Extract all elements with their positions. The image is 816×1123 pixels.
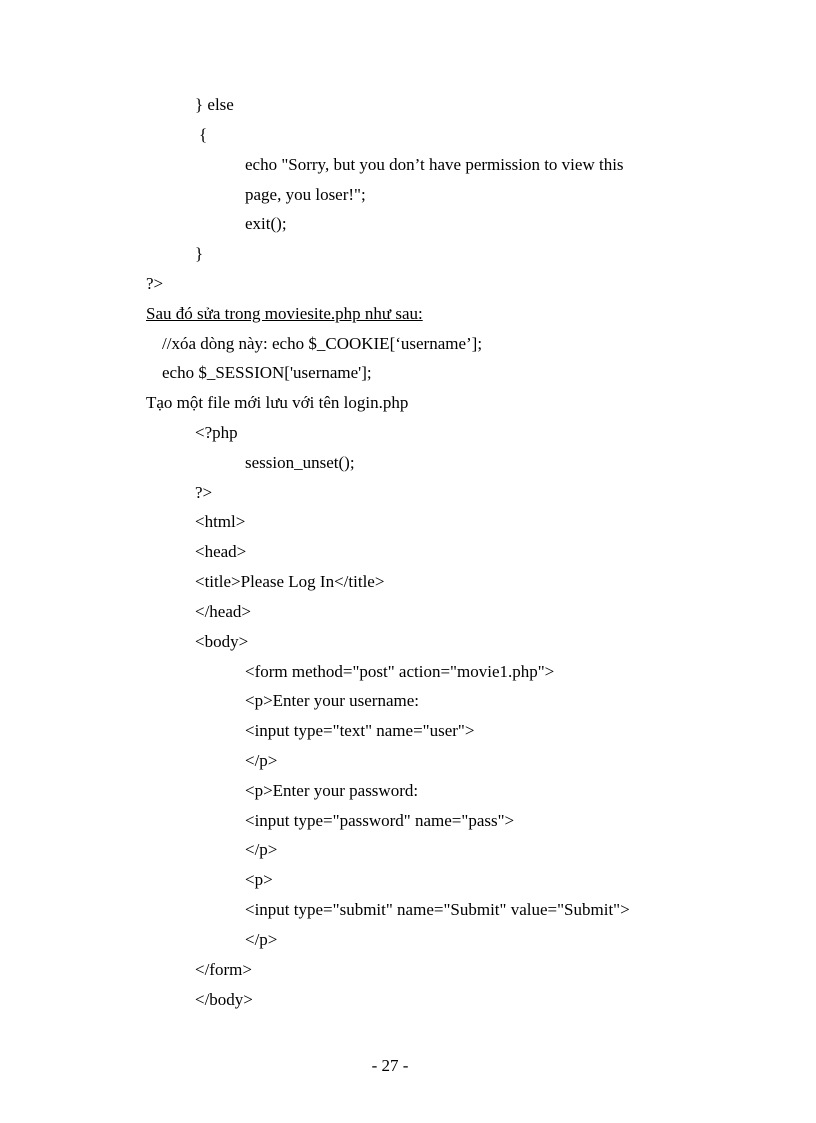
code-line: exit(); — [245, 214, 287, 233]
code-line: <input type="text" name="user"> — [245, 721, 475, 740]
code-line: <head> — [195, 542, 247, 561]
page-number: - 27 - — [371, 1056, 409, 1075]
code-line: } — [195, 244, 204, 263]
code-line: <title>Please Log In</title> — [195, 572, 385, 591]
code-line: <input type="password" name="pass"> — [245, 811, 515, 830]
code-line: <input type="submit" name="Submit" value="Submit"> — [245, 900, 630, 919]
code-line: </body> — [195, 990, 253, 1009]
code-line: </form> — [195, 960, 252, 979]
code-line: <body> — [195, 632, 249, 651]
code-line: echo "Sorry, but you don’t have permission to view this — [245, 155, 624, 174]
code-line: echo $_SESSION['username']; — [162, 363, 372, 382]
code-line: page, you loser!"; — [245, 185, 366, 204]
code-line: <form method="post" action="movie1.php"> — [245, 662, 555, 681]
code-line: } else — [195, 95, 234, 114]
code-line: <p> — [245, 870, 273, 889]
code-line: </head> — [195, 602, 251, 621]
code-line: <p>Enter your password: — [245, 781, 419, 800]
code-line: </p> — [245, 751, 278, 770]
instruction-text: Tạo một file mới lưu với tên login.php — [146, 393, 409, 412]
code-line: ?> — [146, 274, 164, 293]
code-line: <p>Enter your username: — [245, 691, 420, 710]
code-line: </p> — [245, 930, 278, 949]
section-heading: Sau đó sửa trong moviesite.php như sau: — [146, 304, 423, 323]
code-line: <html> — [195, 512, 246, 531]
code-line: //xóa dòng này: echo $_COOKIE[‘username’]; — [162, 334, 483, 353]
code-line: <?php — [195, 423, 238, 442]
code-line: { — [199, 125, 208, 144]
code-line: </p> — [245, 840, 278, 859]
code-line: session_unset(); — [245, 453, 355, 472]
code-line: ?> — [195, 483, 213, 502]
